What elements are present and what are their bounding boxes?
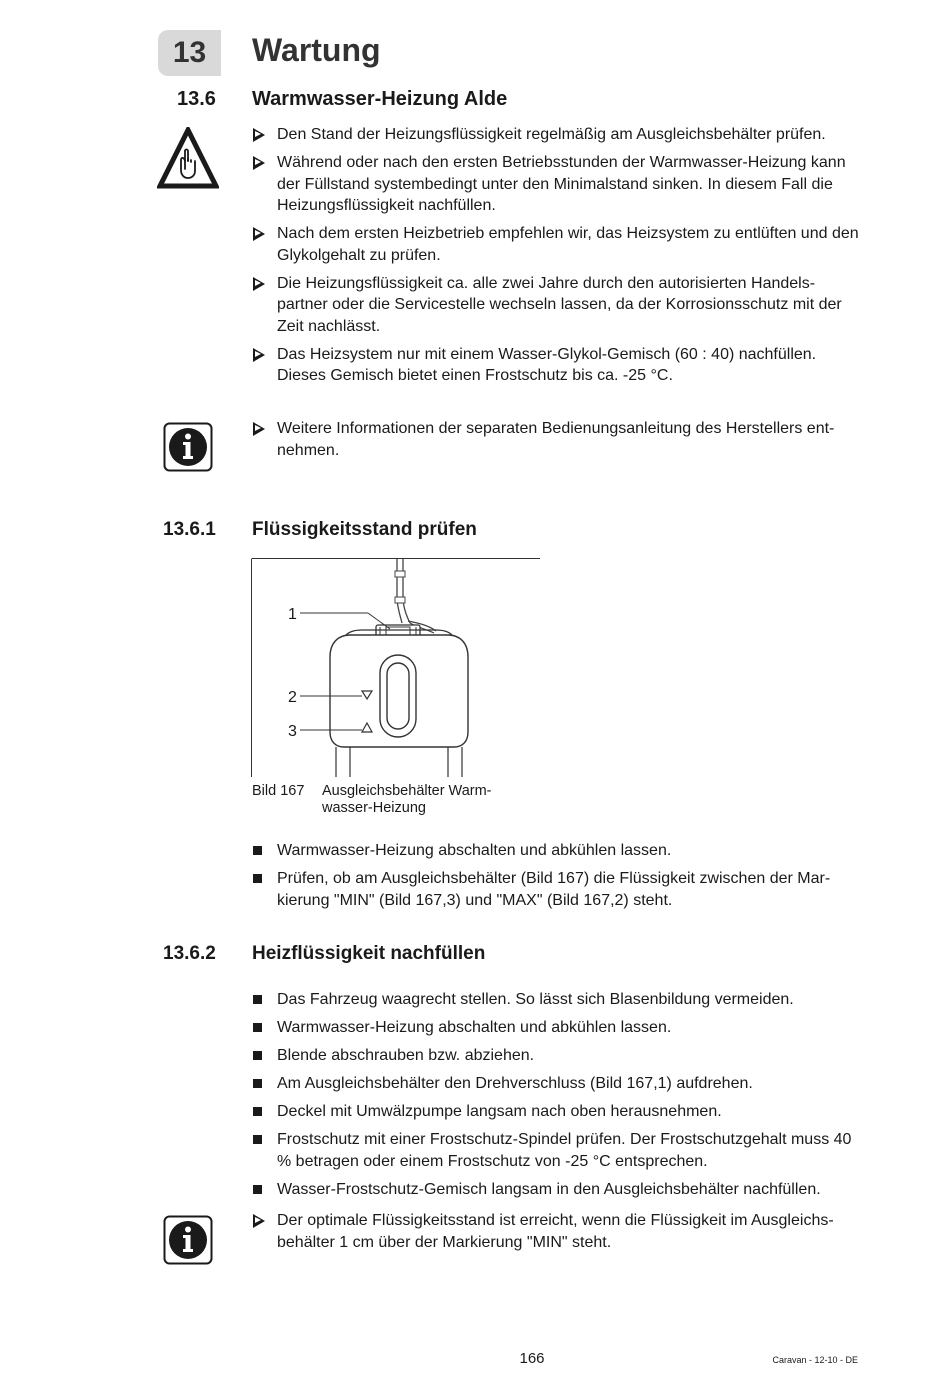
warning-hand-icon — [157, 127, 219, 189]
list-item: Wasser-Frostschutz-Gemisch langsam in den Ausgleichsbehälter nachfüllen. — [252, 1179, 862, 1201]
square-bullet-icon — [252, 840, 270, 861]
triangle-bullet-icon — [252, 344, 270, 365]
warning-list — [252, 124, 862, 393]
callout-1: 1 — [288, 606, 297, 623]
figure-caption-line1: Ausgleichsbehälter Warm- — [322, 783, 492, 799]
triangle-bullet-icon — [252, 124, 270, 145]
chapter-title: Wartung — [252, 32, 381, 68]
list-item: Den Stand der Heizungsflüssigkeit regelmäßig am Ausgleichsbehälter prüfen. — [252, 124, 862, 146]
steps-list-refill — [252, 989, 862, 1207]
info-list-2 — [252, 1210, 862, 1260]
list-item: Das Heizsystem nur mit einem Wasser-Glykol-Gemisch (60 : 40) nachfüllen. Dieses Gemisch bietet einen Frostschutz bis ca. -25 °C. — [252, 344, 862, 387]
info-icon — [163, 1215, 213, 1265]
square-bullet-icon — [252, 1179, 270, 1200]
section-number: 13.6 — [177, 88, 216, 110]
info-list — [252, 418, 862, 468]
list-item: Prüfen, ob am Ausgleichsbehälter (Bild 167) die Flüssigkeit zwischen der Mar-kierung "MIN" (Bild 167,3) und "MAX" (Bild 167,2) steht. — [252, 868, 862, 911]
figure-caption-line2: wasser-Heizung — [322, 800, 426, 816]
square-bullet-icon — [252, 1017, 270, 1038]
list-item: Die Heizungsflüssigkeit ca. alle zwei Jahre durch den autorisierten Handels-partner oder die Servicestelle wechseln lassen, da der Korrosionsschutz mit der Zeit nachlässt. — [252, 273, 862, 338]
triangle-bullet-icon — [252, 223, 270, 244]
square-bullet-icon — [252, 1101, 270, 1122]
square-bullet-icon — [252, 1045, 270, 1066]
list-item: Weitere Informationen der separaten Bedienungsanleitung des Herstellers ent-nehmen. — [252, 418, 862, 461]
list-item: Deckel mit Umwälzpumpe langsam nach oben herausnehmen. — [252, 1101, 862, 1123]
square-bullet-icon — [252, 868, 270, 889]
figure-caption-label: Bild 167 — [252, 783, 305, 799]
list-item: Warmwasser-Heizung abschalten und abkühlen lassen. — [252, 1017, 862, 1039]
callout-3: 3 — [288, 723, 297, 740]
steps-list-check — [252, 840, 862, 918]
document-id: Caravan - 12-10 - DE — [772, 1355, 858, 1365]
subsection-title: Heizflüssigkeit nachfüllen — [252, 943, 486, 964]
list-item: Nach dem ersten Heizbetrieb empfehlen wir, das Heizsystem zu entlüften und den Glykolgehalt zu prüfen. — [252, 223, 862, 266]
triangle-bullet-icon — [252, 273, 270, 294]
list-item: Frostschutz mit einer Frostschutz-Spindel prüfen. Der Frostschutzgehalt muss 40 % betragen oder einem Frostschutz von -25 °C entsprechen. — [252, 1129, 862, 1172]
subsection-number: 13.6.2 — [163, 943, 216, 964]
expansion-tank-figure — [250, 557, 542, 777]
list-item: Warmwasser-Heizung abschalten und abkühlen lassen. — [252, 840, 862, 862]
triangle-bullet-icon — [252, 1210, 270, 1231]
square-bullet-icon — [252, 1129, 270, 1150]
chapter-number: 13 — [158, 30, 221, 76]
subsection-title: Flüssigkeitsstand prüfen — [252, 519, 477, 540]
square-bullet-icon — [252, 1073, 270, 1094]
section-title: Warmwasser-Heizung Alde — [252, 88, 508, 110]
page-number: 166 — [519, 1350, 545, 1367]
square-bullet-icon — [252, 989, 270, 1010]
triangle-bullet-icon — [252, 418, 270, 439]
list-item: Am Ausgleichsbehälter den Drehverschluss (Bild 167,1) aufdrehen. — [252, 1073, 862, 1095]
list-item: Während oder nach den ersten Betriebsstunden der Warmwasser-Heizung kann der Füllstand systembedingt unter den Minimalstand sinken. In diesem Fall die Heizungsflüssigkeit nachfüllen. — [252, 152, 862, 217]
list-item: Blende abschrauben bzw. abziehen. — [252, 1045, 862, 1067]
subsection-number: 13.6.1 — [163, 519, 216, 540]
list-item: Das Fahrzeug waagrecht stellen. So lässt sich Blasenbildung vermeiden. — [252, 989, 862, 1011]
info-icon — [163, 422, 213, 472]
triangle-bullet-icon — [252, 152, 270, 173]
callout-2: 2 — [288, 689, 297, 706]
list-item: Der optimale Flüssigkeitsstand ist erreicht, wenn die Flüssigkeit im Ausgleichs-behälter 1 cm über der Markierung "MIN" steht. — [252, 1210, 862, 1253]
